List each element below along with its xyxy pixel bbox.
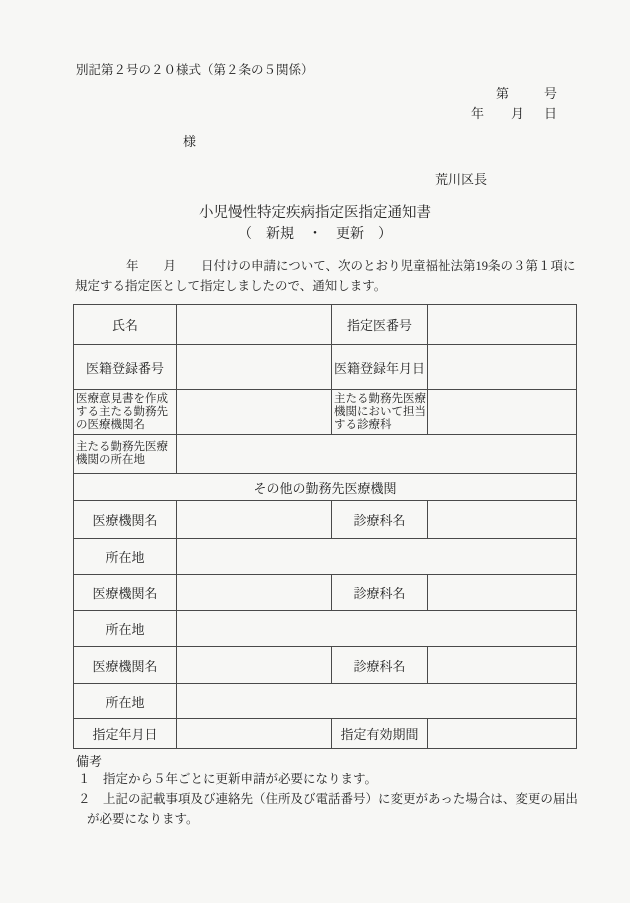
form-code-line: 別記第２号の２０様式（第２条の５関係）: [76, 63, 314, 77]
body-line-1: 年 月 日付けの申請について、次のとおり児童福祉法第19条の３第１項に: [126, 259, 576, 273]
document-meta: [471, 84, 557, 124]
medical-register-date-label: 医籍登録年月日: [332, 345, 428, 390]
other-institution-address-value: [177, 539, 577, 575]
designation-date-value: [177, 719, 332, 749]
issuer-name: 荒川区長: [435, 172, 488, 187]
main-workplace-address-value: [177, 435, 577, 474]
validity-period-label: 指定有効期間: [332, 719, 428, 749]
document-title: 小児慢性特定疾病指定医指定通知書: [199, 205, 431, 221]
other-institution-name-value: [177, 501, 332, 539]
other-institution-address-label: 所在地: [74, 539, 177, 575]
other-institution-address-value: [177, 611, 577, 647]
other-institution-name-label: 医療機関名: [74, 575, 177, 611]
table-row: [74, 390, 577, 435]
notes-heading: 備考: [76, 754, 103, 769]
main-workplace-department-label: 主たる勤務先医療機関において担当する診療科: [332, 390, 428, 435]
other-institution-address-value: [177, 684, 577, 719]
table-row: [74, 719, 577, 749]
table-row: [74, 684, 577, 719]
note-item-1: １ 指定から５年ごとに更新申請が必要になります。: [78, 772, 378, 786]
note-item-2: ２ 上記の記載事項及び連絡先（住所及び電話番号）に変更があった場合は、変更の届出: [78, 792, 578, 806]
notes-list: [78, 769, 578, 829]
medical-register-number-value: [177, 345, 332, 390]
other-institution-address-label: 所在地: [74, 684, 177, 719]
other-institution-name-value: [177, 647, 332, 684]
other-department-value: [428, 501, 577, 539]
table-row: [74, 539, 577, 575]
name-value: [177, 305, 332, 345]
other-institution-address-label: 所在地: [74, 611, 177, 647]
main-workplace-department-value: [428, 390, 577, 435]
date-month-label: 月: [510, 106, 524, 121]
other-department-value: [428, 647, 577, 684]
other-department-label: 診療科名: [332, 501, 428, 539]
other-department-label: 診療科名: [332, 647, 428, 684]
doc-number-suffix: 号: [543, 86, 557, 101]
other-workplaces-section-header: その他の勤務先医療機関: [74, 474, 577, 501]
note-item-2-continuation: が必要になります。: [87, 812, 199, 826]
table-row: [74, 345, 577, 390]
body-line-2: 規定する指定医として指定しましたので、通知します。: [75, 279, 387, 293]
designation-details-table: [73, 304, 577, 749]
date-day-label: 日: [543, 106, 557, 121]
other-institution-name-value: [177, 575, 332, 611]
main-workplace-address-label: 主たる勤務先医療機関の所在地: [74, 435, 177, 474]
table-row: [74, 305, 577, 345]
validity-period-value: [428, 719, 577, 749]
table-row: [74, 575, 577, 611]
main-workplace-institution-value: [177, 390, 332, 435]
doc-number-prefix: 第: [495, 86, 509, 101]
addressee-honorific: 様: [183, 134, 197, 149]
date-line: [471, 104, 557, 124]
main-workplace-institution-label: 医療意見書を作成する主たる勤務先の医療機関名: [74, 390, 177, 435]
table-row: [74, 611, 577, 647]
other-department-value: [428, 575, 577, 611]
name-label: 氏名: [74, 305, 177, 345]
table-row: [74, 647, 577, 684]
other-institution-name-label: 医療機関名: [74, 501, 177, 539]
document-number-line: [471, 84, 557, 104]
other-department-label: 診療科名: [332, 575, 428, 611]
other-institution-name-label: 医療機関名: [74, 647, 177, 684]
designation-date-label: 指定年月日: [74, 719, 177, 749]
physician-id-value: [428, 305, 577, 345]
physician-id-label: 指定医番号: [332, 305, 428, 345]
medical-register-number-label: 医籍登録番号: [74, 345, 177, 390]
table-row: [74, 501, 577, 539]
table-row: [74, 474, 577, 501]
document-subtitle-new-or-renewal: （ 新規 ・ 更新 ）: [238, 227, 392, 242]
table-row: [74, 435, 577, 474]
medical-register-date-value: [428, 345, 577, 390]
date-year-label: 年: [470, 106, 484, 121]
body-paragraph: [75, 256, 576, 296]
